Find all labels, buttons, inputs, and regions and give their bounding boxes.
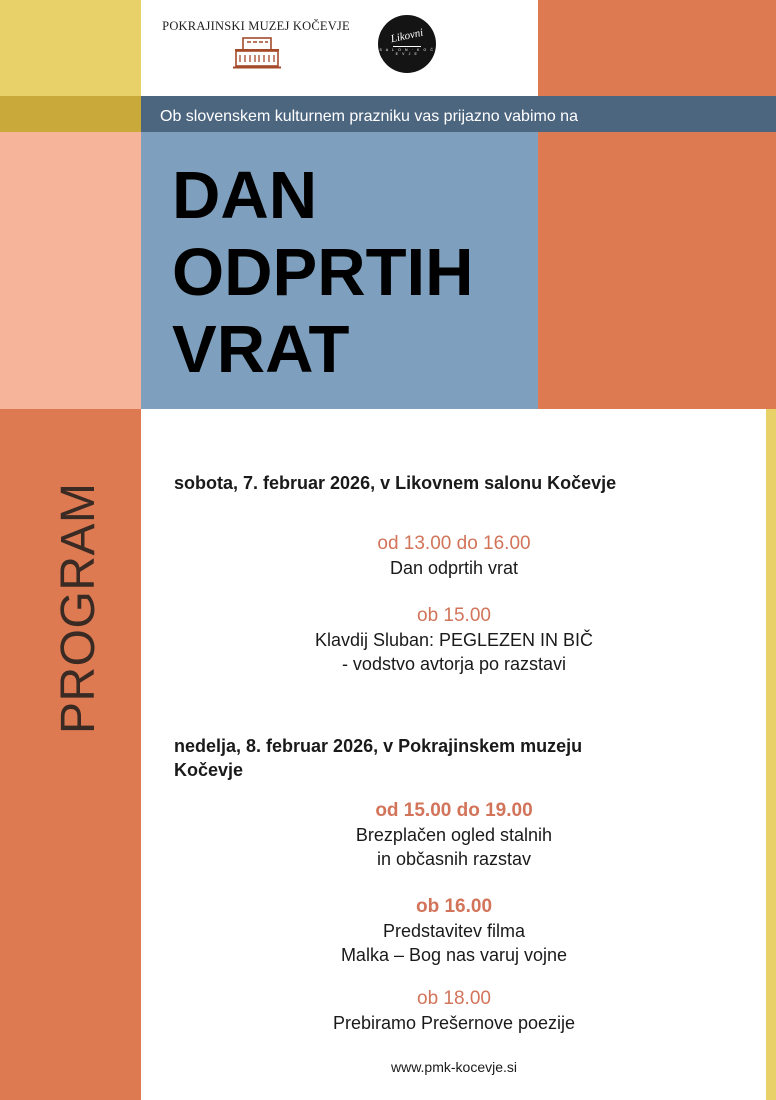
event-time: ob 18.00 — [417, 988, 491, 1009]
event-sunday-1 — [144, 799, 764, 871]
right-edge-stripe — [766, 409, 776, 1100]
program-label: PROGRAM — [52, 482, 105, 734]
likovni-salon-logo — [378, 15, 436, 73]
right-block-orange — [538, 132, 776, 409]
event-saturday-1 — [144, 532, 764, 580]
day-heading-sunday — [174, 734, 582, 782]
event-description: in občasnih razstav — [376, 849, 532, 869]
museum-building-logo — [233, 36, 281, 75]
event-sunday-2 — [144, 895, 764, 967]
left-block-peach — [0, 132, 141, 409]
event-description: Klavdij Sluban: PEGLEZEN IN BIČ — [314, 630, 594, 650]
invitation-text: Ob slovenskem kulturnem prazniku vas prijazno vabimo na — [160, 108, 578, 125]
event-description: Malka – Bog nas varuj vojne — [340, 945, 568, 965]
salon-logo-script: Likovni — [389, 26, 425, 46]
corner-block-yellow — [0, 0, 141, 96]
event-time: od 15.00 do 19.00 — [375, 800, 533, 821]
event-time: ob 16.00 — [415, 896, 493, 917]
top-right-block-orange — [538, 0, 776, 96]
title-line: VRAT — [172, 312, 350, 387]
event-time: ob 15.00 — [417, 605, 491, 626]
band-block-mustard — [0, 96, 141, 132]
title-line: DAN — [172, 158, 318, 233]
day-heading-line: nedelja, 8. februar 2026, v Pokrajinskem muzeju — [174, 736, 583, 756]
salon-logo-bar — [393, 46, 421, 47]
event-description: Predstavitev filma — [382, 921, 526, 941]
event-saturday-2 — [144, 604, 764, 676]
event-time: od 13.00 do 16.00 — [377, 533, 531, 554]
event-description: Dan odprtih vrat — [389, 558, 519, 578]
day-heading-line: Kočevje — [174, 760, 244, 780]
website-link[interactable]: www.pmk-kocevje.si — [390, 1059, 518, 1075]
salon-logo-small: S A L O N · K O Č E V J E — [379, 48, 435, 56]
title-line: ODPRTIH — [172, 235, 474, 310]
event-sunday-3 — [144, 987, 764, 1035]
event-description: Prebiramo Prešernove poezije — [332, 1013, 576, 1033]
event-description: Brezplačen ogled stalnih — [355, 825, 553, 845]
event-title — [172, 157, 474, 388]
museum-name: POKRAJINSKI MUZEJ KOČEVJE — [162, 19, 350, 33]
day-heading-saturday: sobota, 7. februar 2026, v Likovnem salonu Kočevje — [174, 473, 617, 493]
event-description: - vodstvo avtorja po razstavi — [341, 654, 567, 674]
